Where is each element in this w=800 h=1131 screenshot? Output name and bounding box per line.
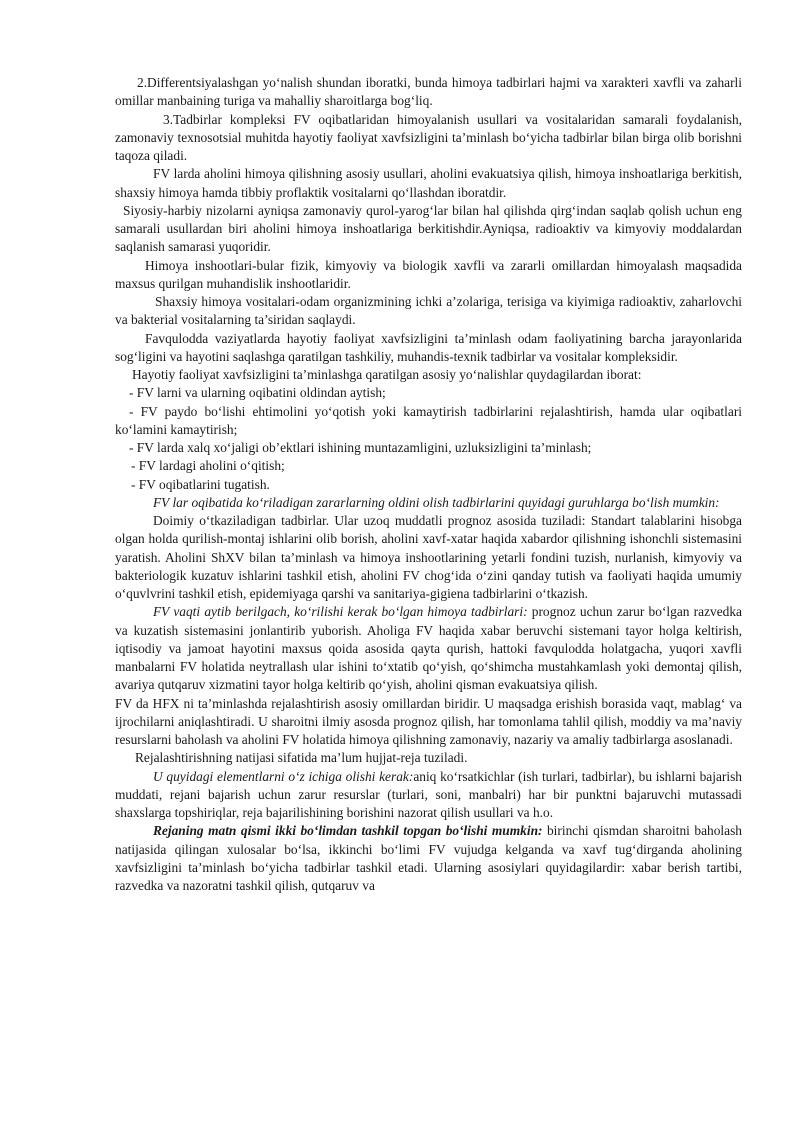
paragraph-text: aniq ko‘rsatkichlar (ish turlari, tadbirlar), bu ishlarni bajarish muddati, rejani bajarish uchun zarur resurslar (turlari, soni, manbalri) har bir punktni bajaruvchi mutassadi shaxslarga topshiriqlar, reja bajarilishining borishini nazorat qilish usullari va h.o. — [115, 768, 743, 820]
paragraph-planning-factors: FV da HFX ni ta’minlashda rejalashtirish asosiy omillardan biridir. U maqsadga erishish borasida vaqt, mablag‘ va ijrochilarni aniqlashtiradi. U sharoitni ilmiy asosda prognoz qilish, har tomonlama tahlil qilish, moddiy va ma’naviy resurslarni baholash va aholini FV holatida himoya qilishning zamonaviy, nazariy va amaliy tadbirlarga asoslanadi. — [115, 695, 742, 747]
paragraph-differentiated-direction: 2.Differentsiyalashgan yo‘nalish shundan iboratki, bunda himoya tadbirlari hajmi va xarakteri xavfli va zaharli omillar manbaining turiga va mahalliy sharoitlarga bog‘liq. — [115, 75, 742, 109]
list-item-training: - FV lardagi aholini o‘qitish; — [131, 458, 285, 474]
italic-text: U quyidagi elementlarni o‘z ichiga olishi kerak: — [153, 768, 414, 784]
bold-italic-text: Rejaning matn qismi ikki bo‘limdan tashkil topgan bo‘lishi mumkin: — [153, 823, 543, 839]
paragraph-damage-prevention-heading — [115, 494, 742, 512]
paragraph-plan-document: Rejalashtirishning natijasi sifatida ma’lum hujjat-reja tuziladi. — [135, 750, 468, 766]
paragraph-permanent-measures: Doimiy o‘tkaziladigan tadbirlar. Ular uzoq muddatli prognoz asosida tuziladi: Standart talablarini hisobga olgan holda qurilish-montaj ishlarini olib borish, aholini xavf-xatar haqida xabardor qilishning ishonchli sistemasini yaratish. Aholini ShXV bilan ta’minlash va himoya inshootlarining yetarli fondini tuzish, nurlanish, kimyoviy va bakteriologik kuzatuv ishlarini tashkil etish, aholini FV chog‘ida o‘zini qanday tutish va faoliyati haqida umumiy o‘quvlvrini tashkil etish, epidemiyaga qarshi va sanitariya-gigiena tadbirlarini o‘tkazish. — [115, 513, 742, 601]
italic-text: FV vaqti aytib berilgach, ko‘rilishi kerak bo‘lgan himoya tadbirlari: — [153, 604, 528, 620]
list-item-elimination: - FV oqibatlarini tugatish. — [131, 476, 270, 492]
paragraph-forecast-measures — [115, 603, 742, 694]
paragraph-plan-sections — [115, 822, 742, 895]
paragraph-text: birinchi qismdan sharoitni baholash natijasida qilingan xulosalar bo‘lsa, ikkinchi bo‘limi FV vujudga kelganda va xavf tug‘dirganda aholining xavfsizligini ta’minlash bo‘yicha tadbirlar tashkil etadi. Ularning asosiylari quyidagilardir: xabar berish tartibi, razvedka va nazoratni tashkil qilish, qutqaruv va — [115, 823, 742, 893]
paragraph-main-directions: Hayotiy faoliyat xavfsizligini ta’minlashga qaratilgan asosiy yo‘nalishlar quydagilardan iborat: — [132, 367, 642, 382]
paragraph-text: prognoz uchun zarur bo‘lgan razvedka va kuzatish sistemasini jonlantirib yuborish. Aholiga FV haqida xabar beruvchi sistemani tayor holga keltirish, iqtisodiy va jamoat hayotini maxsus qoida asosida qayta qurish, hattoki favqulodda holatgacha, yuqori xavfli manbalarni FV holatida neytrallash ular ishini to‘xtatib qo‘yish, qo‘shimcha mustahkamlash yoki demontaj qilish, avariya qutqaruv xizmatini tayor holga keltirib qo‘yish, aholini qisman evakuatsiya qilish. — [115, 604, 742, 693]
paragraph-protective-structures: Himoya inshootlari-bular fizik, kimyoviy va biologik xavfli va zararli omillardan himoyalash maqsadida maxsus qurilgan muhandislik inshootlaridir. — [115, 257, 742, 291]
paragraph-personal-protection: Shaxsiy himoya vositalari-odam organizmining ichki a’zolariga, terisiga va kiyimiga radioaktiv, zaharlovchi va bakterial vositalarning ta’siridan saqlaydi. — [115, 294, 742, 328]
list-item-forecast: - FV larni va ularning oqibatini oldindan aytish; — [129, 385, 386, 401]
paragraph-protection-methods: FV larda aholini himoya qilishning asosiy usullari, aholini evakuatsiya qilish, himoya inshoatlariga berkitish, shaxsiy himoya hamda tibbiy proflaktik vositalarni qo‘llashdan iboratdir. — [115, 166, 742, 200]
italic-text: FV lar oqibatida ko‘riladigan zararlarning oldini olish tadbirlarini quyidagi guruhlarga bo‘lish mumkin: — [153, 494, 720, 510]
list-item-continuity: - FV larda xalq xo‘jaligi ob’ektlari ishining muntazamligini, uzluksizligini ta’minlash; — [129, 440, 592, 455]
paragraph-measures-complex: 3.Tadbirlar kompleksi FV oqibatlaridan himoyalanish usullari va vositalaridan samarali foydalanish, zamonaviy texnosotsial muhitda hayotiy faoliyat xavfsizligini ta’minlash bo‘yicha tadbirlar bilan birga olib borishni taqoza qiladi. — [115, 111, 742, 163]
paragraph-plan-elements — [115, 768, 742, 823]
paragraph-emergency-safety: Favqulodda vaziyatlarda hayotiy faoliyat xavfsizligini ta’minlash odam faoliyatining barcha jarayonlarida sog‘ligini va hayotini saqlashga qaratilgan tashkiliy, muhandis-texnik tadbirlar va vositalar kompleksidir. — [115, 330, 742, 364]
paragraph-military-conflicts: Siyosiy-harbiy nizolarni ayniqsa zamonaviy qurol-yarog‘lar bilan hal qilishda qirg‘indan saqlab qolish uchun eng samarali usullardan biri aholini himoya inshoatlariga berkitishdir.Ayniqsa, radioaktiv va kimyoviy moddalardan saqlanish samarasi yuqoridir. — [115, 202, 742, 255]
list-item-planning: - FV paydo bo‘lishi ehtimolini yo‘qotish yoki kamaytirish tadbirlarini rejalashtirish, hamda ular oqibatlari ko‘lamini kamaytirish; — [115, 403, 742, 437]
